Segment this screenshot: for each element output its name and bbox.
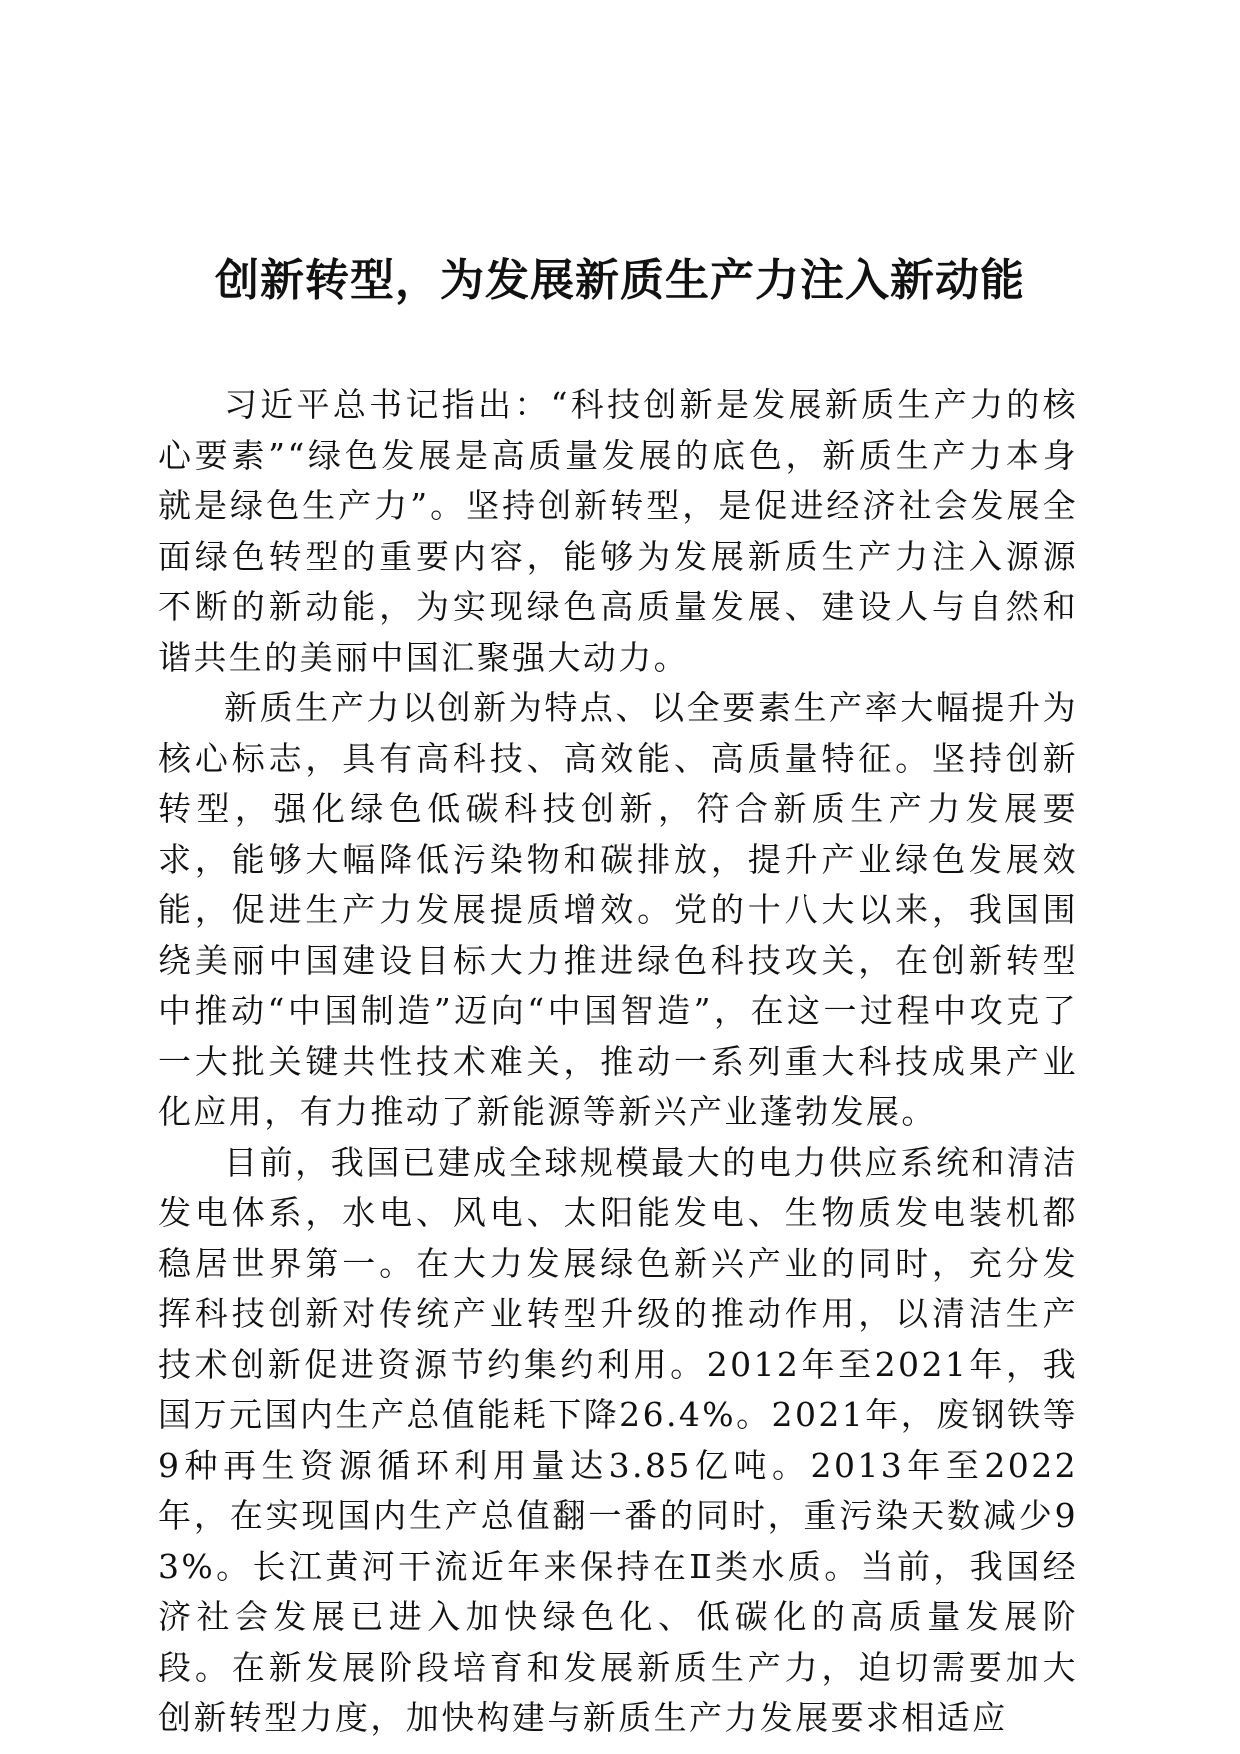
page-title: 创新转型，为发展新质生产力注入新动能 bbox=[215, 255, 1025, 306]
paragraph-3: 目前，我国已建成全球规模最大的电力供应系统和清洁发电体系，水电、风电、太阳能发电、生物质发电装机都稳居世界第一。在大力发展绿色新兴产业的同时，充分发挥科技创新对传统产业转型升级的推动作用，以清洁生产技术创新促进资源节约集约利用。2012年至2021年，我国万元国内生产总值能耗下降26.4%。2021年，废钢铁等9种再生资源循环利用量达3.85亿吨。2013年至2022年，在实现国内生产总值翻一番的同时，重污染天数减少93%。长江黄河干流近年来保持在Ⅱ类水质。当前，我国经济社会发展已进入加快绿色化、低碳化的高质量发展阶段。在新发展阶段培育和发展新质生产力，迫切需要加大创新转型力度，加快构建与新质生产力发展要求相适应 bbox=[158, 1142, 1078, 1737]
paragraph-1: 习近平总书记指出：“科技创新是发展新质生产力的核心要素”“绿色发展是高质量发展的底色，新质生产力本身就是绿色生产力”。坚持创新转型，是促进经济社会发展全面绿色转型的重要内容，能够为发展新质生产力注入源源不断的新动能，为实现绿色高质量发展、建设人与自然和谐共生的美丽中国汇聚强大动力。 bbox=[158, 385, 1078, 677]
article-body bbox=[158, 380, 1078, 1744]
paragraph-2: 新质生产力以创新为特点、以全要素生产率大幅提升为核心标志，具有高科技、高效能、高质量特征。坚持创新转型，强化绿色低碳科技创新，符合新质生产力发展要求，能够大幅降低污染物和碳排放，提升产业绿色发展效能，促进生产力发展提质增效。党的十八大以来，我国围绕美丽中国建设目标大力推进绿色科技攻关，在创新转型中推动“中国制造”迈向“中国智造”，在这一过程中攻克了一大批关键共性技术难关，推动一系列重大科技成果产业化应用，有力推动了新能源等新兴产业蓬勃发展。 bbox=[158, 688, 1078, 1131]
